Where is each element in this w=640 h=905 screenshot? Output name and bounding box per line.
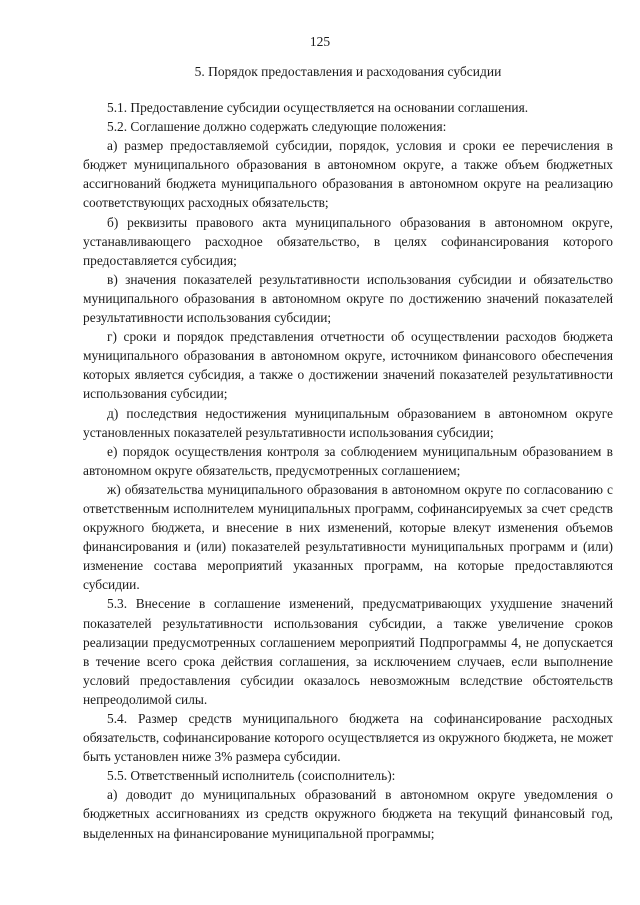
paragraph-5-2-d: д) последствия недостижения муниципальным образованием в автономном округе установленных показателей результативности использования субсидии; (83, 405, 613, 440)
document-body (83, 98, 613, 843)
paragraph-5-5-a: а) доводит до муниципальных образований в автономном округе уведомления о бюджетных ассигнованиях из средств окружного бюджета на текущий финансовый год, выделенных на финансирование муниципальной программы; (83, 787, 613, 841)
paragraph-5-2-e: е) порядок осуществления контроля за соблюдением муниципальным образованием в автономном округе обязательств, предусмотренных соглашением; (83, 443, 613, 478)
paragraph-5-2-v: в) значения показателей результативности использования субсидии и обязательство муниципального образования в автономном округе по достижению значений показателей результативности использования субсидии; (83, 271, 613, 326)
page-number: 125 (309, 34, 331, 49)
paragraph-5-3: 5.3. Внесение в соглашение изменений, предусматривающих ухудшение значений показателей результативности использования субсидии, а также увеличение сроков реализации предусмотренных соглашением мероприятий Подпрограммы 4, не допускается в течение всего срока действия соглашения, за исключением случаев, если выполнение условий предоставления субсидии оказалось невозможным вследствие обстоятельств непреодолимой силы. (83, 596, 613, 707)
paragraph-5-2-b: б) реквизиты правового акта муниципального образования в автономном округе, устанавливающего расходное обязательство, в целях софинансирования которого предоставляется субсидия; (83, 214, 613, 268)
paragraph-5-5: 5.5. Ответственный исполнитель (соисполнитель): (107, 768, 396, 784)
paragraph-5-2-a: а) размер предоставляемой субсидии, порядок, условия и сроки ее перечисления в бюджет муниципального образования в автономном округе, а также объем бюджетных ассигнований бюджета муниципального образования в автономном округе на реализацию соответствующих расходных обязательств; (83, 138, 613, 211)
paragraph-5-2-zh: ж) обязательства муниципального образования в автономном округе по согласованию с ответственным исполнителем муниципальных программ, софинансируемых за счет средств окружного бюджета, и внесение в них изменений, которые влекут изменения объемов финансирования и (или) показателей результативности муниципальных программ и (или) изменение состава мероприятий указанных программ, на которые предоставляются субсидии. (83, 481, 613, 593)
paragraph-5-2: 5.2. Соглашение должно содержать следующие положения: (107, 119, 447, 135)
paragraph-5-2-g: г) сроки и порядок представления отчетности об осуществлении расходов бюджета муниципального образования в автономном округе, источником финансового обеспечения которых является субсидия, а также о достижении значений показателей результативности использования субсидии; (83, 329, 613, 402)
paragraph-5-4: 5.4. Размер средств муниципального бюджета на софинансирование расходных обязательств, софинансирование которого осуществляется из окружного бюджета, не может быть установлен ниже 3% размера субсидии. (83, 711, 613, 765)
paragraph-5-1: 5.1. Предоставление субсидии осуществляется на основании соглашения. (107, 100, 529, 115)
section-title: 5. Порядок предоставления и расходования субсидии (194, 64, 502, 79)
